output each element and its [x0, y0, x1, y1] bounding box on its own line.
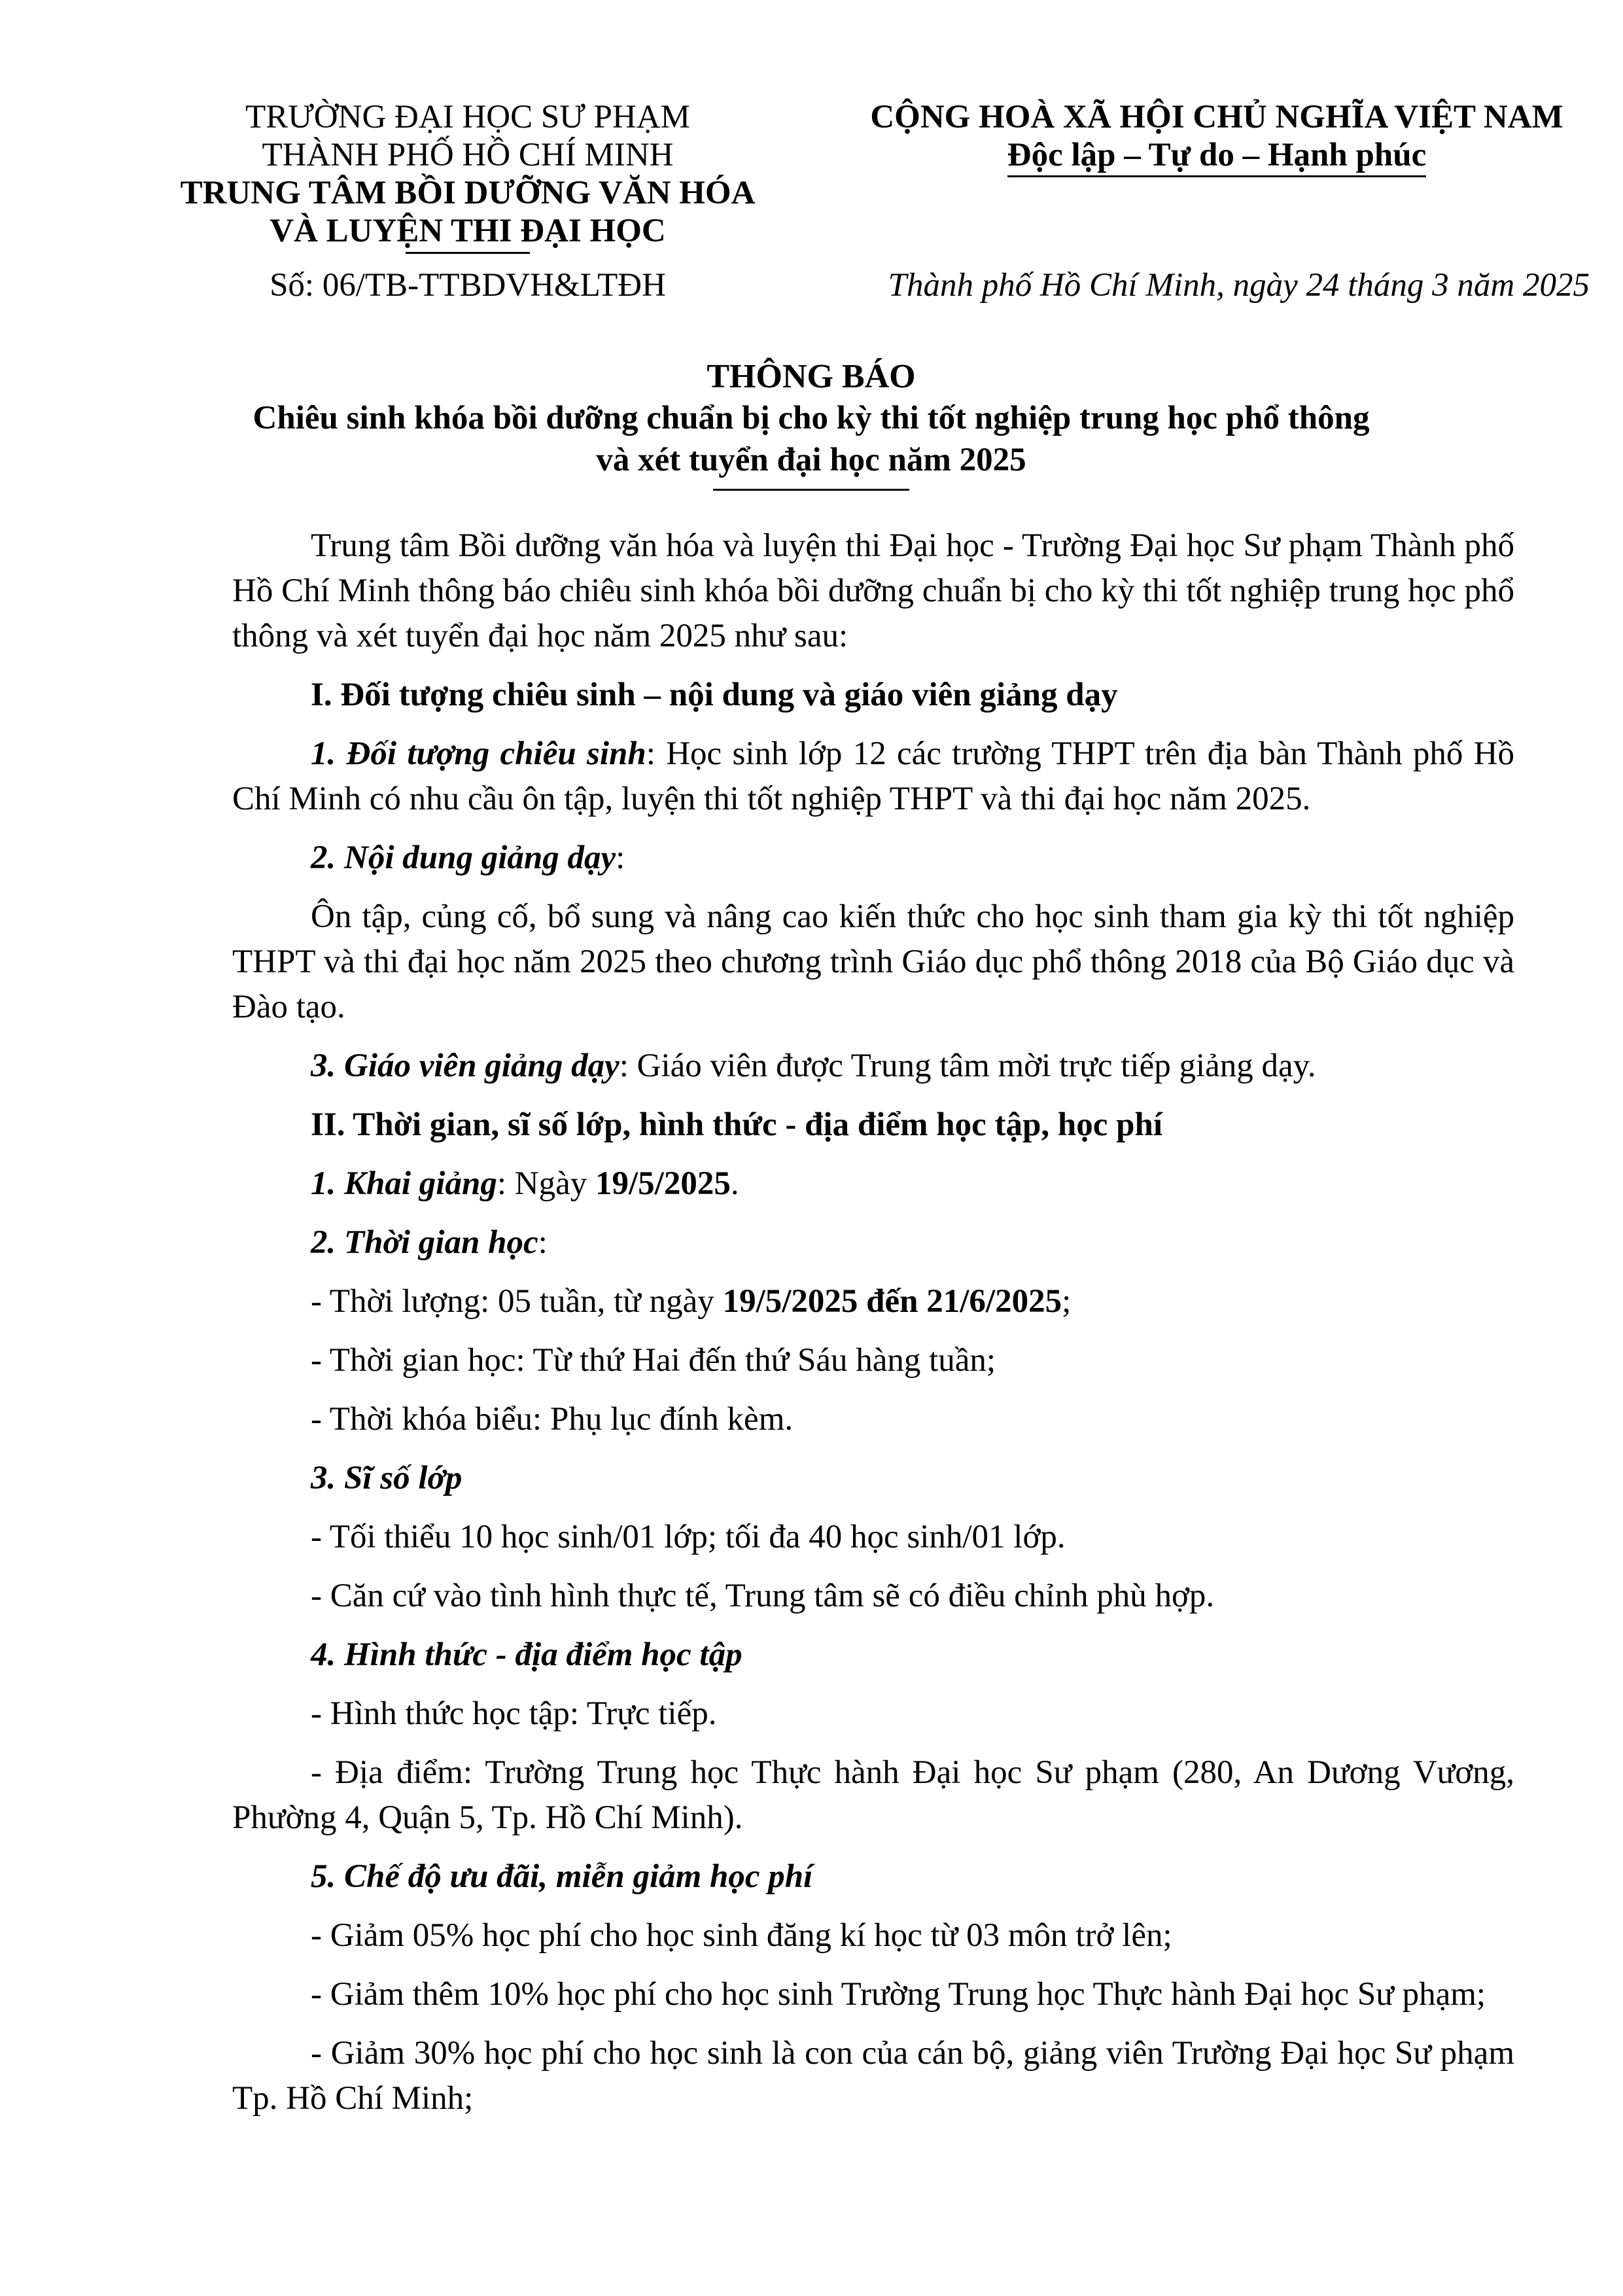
opening-paragraph	[232, 1161, 1514, 1207]
opening-date: 19/5/2025	[595, 1165, 731, 1202]
opening-end: .	[730, 1165, 739, 1202]
teachers-paragraph	[232, 1044, 1514, 1089]
teaching-content-paragraph: Ôn tập, củng cố, bổ sung và nâng cao kiến thức cho học sinh tham gia kỳ thi tốt nghiệp THPT và thi đại học năm 2025 theo chương trình Giáo dục phổ thông 2018 của Bộ Giáo dục và Đào tạo.	[232, 898, 1514, 1025]
section-2-heading: II. Thời gian, sĩ số lớp, hình thức - địa điểm học tập, học phí	[311, 1106, 1162, 1143]
teaching-content-heading	[232, 836, 1514, 881]
teaching-content-suffix: :	[616, 839, 625, 876]
opening-label: 1. Khai giảng	[311, 1165, 497, 1202]
class-size-line-1: - Tối thiểu 10 học sinh/01 lớp; tối đa 40 học sinh/01 lớp.	[311, 1519, 1066, 1555]
teachers-text: : Giáo viên được Trung tâm mời trực tiếp giảng dạy.	[619, 1048, 1316, 1084]
national-motto: Độc lập – Tự do – Hạnh phúc	[1007, 136, 1426, 177]
org-underline	[406, 252, 530, 254]
document-body	[232, 523, 1514, 2121]
duration-prefix: - Thời lượng: 05 tuần, từ ngày	[311, 1283, 723, 1320]
timetable-line: - Thời khóa biểu: Phụ lục đính kèm.	[311, 1401, 794, 1438]
document-subtitle-1: Chiêu sinh khóa bồi dưỡng chuẩn bị cho kỳ thi tốt nghiệp trung học phổ thông	[253, 400, 1370, 436]
format-label: 4. Hình thức - địa điểm học tập	[311, 1636, 742, 1673]
target-students-paragraph	[232, 732, 1514, 822]
study-time-heading	[232, 1220, 1514, 1265]
study-time-suffix: :	[538, 1224, 548, 1261]
issuing-organization	[173, 98, 762, 254]
discount-heading	[232, 1854, 1514, 1899]
document-date: Thành phố Hồ Chí Minh, ngày 24 tháng 3 năm 2025	[888, 267, 1590, 304]
title-underline	[713, 489, 909, 491]
teaching-content-label: 2. Nội dung giảng dạy	[311, 839, 616, 876]
study-time-label: 2. Thời gian học	[311, 1224, 538, 1261]
format-line-2: - Địa điểm: Trường Trung học Thực hành Đại học Sư phạm (280, An Dương Vương, Phường 4, Quận 5, Tp. Hồ Chí Minh).	[232, 1754, 1514, 1836]
org-line-1: TRƯỜNG ĐẠI HỌC SƯ PHẠM	[245, 99, 690, 135]
schedule-line: - Thời gian học: Từ thứ Hai đến thứ Sáu hàng tuần;	[311, 1342, 996, 1379]
duration-end: ;	[1062, 1283, 1072, 1320]
class-size-line-2: - Căn cứ vào tình hình thực tế, Trung tâm sẽ có điều chỉnh phù hợp.	[311, 1578, 1215, 1614]
class-size-heading	[232, 1456, 1514, 1501]
org-line-3: TRUNG TÂM BỒI DƯỠNG VĂN HÓA	[180, 175, 756, 211]
national-header	[850, 98, 1583, 177]
discount-label: 5. Chế độ ưu đãi, miễn giảm học phí	[311, 1858, 813, 1895]
discount-line-3: - Giảm 30% học phí cho học sinh là con của cán bộ, giảng viên Trường Đại học Sư phạm Tp. Hồ Chí Minh;	[232, 2035, 1514, 2117]
target-students-text: : Học sinh lớp 12 các trường THPT trên địa bàn Thành phố Hồ Chí Minh có nhu cầu ôn tập, luyện thi tốt nghiệp THPT và thi đại học năm 2025.	[232, 735, 1514, 817]
target-students-label: 1. Đối tượng chiêu sinh	[311, 735, 646, 772]
document-subtitle-2: và xét tuyển đại học năm 2025	[596, 442, 1026, 478]
duration-line	[232, 1279, 1514, 1324]
org-line-2: THÀNH PHỐ HỒ CHÍ MINH	[262, 137, 674, 173]
document-title: THÔNG BÁO	[707, 358, 916, 395]
document-number: Số: 06/TB-TTBDVH&LTĐH	[270, 267, 666, 304]
class-size-label: 3. Sĩ số lớp	[311, 1460, 462, 1496]
national-title: CỘNG HOÀ XÃ HỘI CHỦ NGHĨA VIỆT NAM	[870, 99, 1563, 135]
discount-line-1: - Giảm 05% học phí cho học sinh đăng kí học từ 03 môn trở lên;	[311, 1917, 1172, 1954]
opening-text: : Ngày	[497, 1165, 595, 1202]
intro-paragraph: Trung tâm Bồi dưỡng văn hóa và luyện thi Đại học - Trường Đại học Sư phạm Thành phố Hồ Chí Minh thông báo chiêu sinh khóa bồi dưỡng chuẩn bị cho kỳ thi tốt nghiệp trung học phổ thông và xét tuyển đại học năm 2025 như sau:	[232, 527, 1514, 654]
format-heading	[232, 1633, 1514, 1678]
discount-line-2: - Giảm thêm 10% học phí cho học sinh Trường Trung học Thực hành Đại học Sư phạm;	[311, 1976, 1486, 2013]
document-title-block	[196, 357, 1426, 491]
org-line-4: VÀ LUYỆN THI ĐẠI HỌC	[270, 213, 666, 249]
teachers-label: 3. Giáo viên giảng dạy	[311, 1048, 620, 1084]
duration-dates: 19/5/2025 đến 21/6/2025	[722, 1283, 1062, 1320]
format-line-1: - Hình thức học tập: Trực tiếp.	[311, 1695, 717, 1732]
document-header	[0, 0, 1623, 340]
section-1-heading: I. Đối tượng chiêu sinh – nội dung và giáo viên giảng dạy	[311, 677, 1118, 713]
